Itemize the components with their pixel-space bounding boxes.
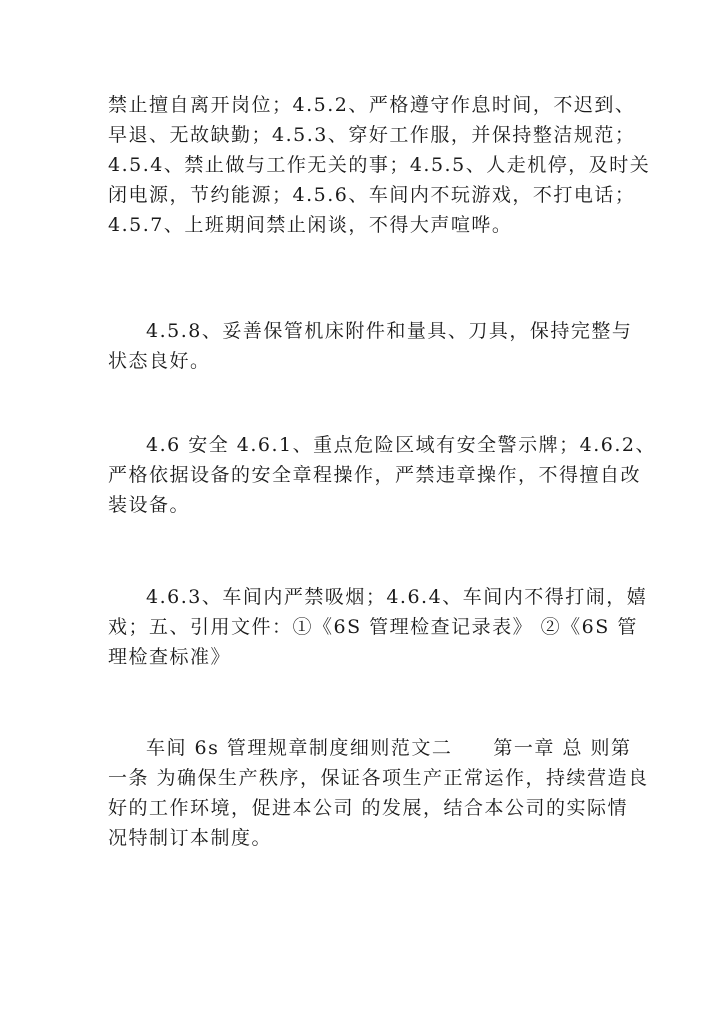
paragraph-tool-care bbox=[108, 316, 633, 376]
text-line: 好的工作环境，促进本公司 的发展，结合本公司的实际情 bbox=[108, 797, 629, 819]
paragraph-work-discipline bbox=[108, 90, 651, 240]
text-line: 理检查标准》 bbox=[108, 646, 232, 668]
text-line: 装设备。 bbox=[108, 494, 191, 516]
text-line: 况特制订本制度。 bbox=[108, 827, 273, 849]
text-line: 早退、无故缺勤；4.5.3、穿好工作服，并保持整洁规范； bbox=[108, 124, 636, 146]
text-line: 4.6 安全 4.6.1、重点危险区域有安全警示牌；4.6.2、 bbox=[146, 434, 656, 456]
text-line: 严格依据设备的安全章程操作，严禁违章操作，不得擅自改 bbox=[108, 464, 642, 486]
paragraph-referenced-files bbox=[108, 582, 648, 672]
paragraph-safety bbox=[108, 430, 656, 520]
text-line: 4.5.4、禁止做与工作无关的事；4.5.5、人走机停，及时关 bbox=[108, 154, 651, 176]
text-line: 4.5.7、上班期间禁止闲谈，不得大声喧哗。 bbox=[108, 214, 513, 236]
text-line: 车间 6s 管理规章制度细则范文二 第一章 总 则第 bbox=[146, 737, 632, 759]
text-line: 禁止擅自离开岗位；4.5.2、严格遵守作息时间，不迟到、 bbox=[108, 94, 636, 116]
paragraph-sample-two bbox=[108, 733, 649, 853]
text-line: 一条 为确保生产秩序，保证各项生产正常运作，持续营造良 bbox=[108, 767, 649, 789]
text-line: 4.6.3、车间内严禁吸烟；4.6.4、车间内不得打闹，嬉 bbox=[146, 586, 648, 608]
text-line: 闭电源，节约能源；4.5.6、车间内不玩游戏，不打电话； bbox=[108, 184, 636, 206]
text-line: 状态良好。 bbox=[108, 350, 211, 372]
text-line: 4.5.8、妥善保管机床附件和量具、刀具，保持完整与 bbox=[146, 320, 633, 342]
text-line: 戏；五、引用文件：①《6S 管理检查记录表》 ②《6S 管 bbox=[108, 616, 638, 638]
